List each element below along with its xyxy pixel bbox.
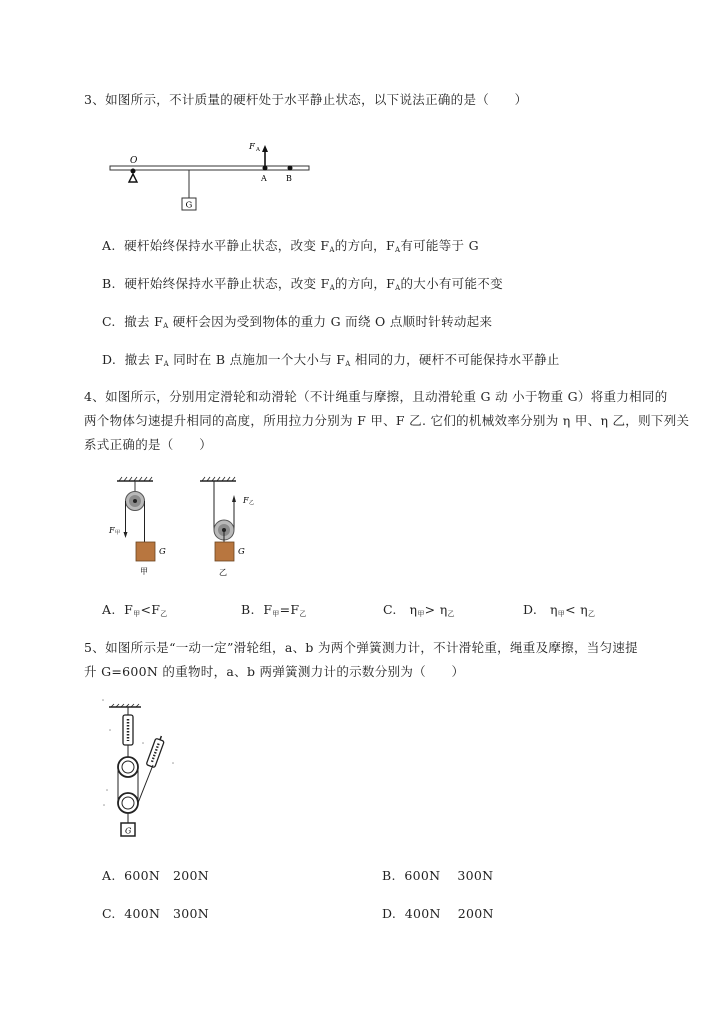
pulley-block-diagram bbox=[95, 695, 205, 845]
question-text: 如图所示，分别用定滑轮和动滑轮（不计绳重与摩擦，且动滑轮重 G 动 小于物重 G）将重力相同的 bbox=[105, 389, 668, 404]
subscript: 乙 bbox=[587, 610, 596, 618]
option-text: 撤去 F bbox=[124, 314, 164, 329]
option-text: =F bbox=[279, 602, 300, 617]
caption-jia: 甲 bbox=[140, 567, 148, 576]
question-4-option-a[interactable] bbox=[102, 602, 168, 622]
force-label-sub: A bbox=[256, 147, 260, 153]
force-label-yi: F bbox=[243, 496, 249, 505]
option-letter: C. bbox=[383, 602, 397, 617]
subscript: A bbox=[163, 360, 169, 368]
option-text: F bbox=[124, 602, 134, 617]
force-label-jia: F bbox=[109, 526, 115, 535]
question-3-option-a[interactable] bbox=[102, 238, 479, 258]
force-label-sub: 乙 bbox=[249, 500, 255, 506]
option-text: 600N 200N bbox=[124, 868, 209, 883]
option-letter: A. bbox=[102, 868, 116, 883]
option-text: 的方向，F bbox=[334, 276, 396, 291]
question-5-stem-line-2: 升 G=600N 的重物时，a、b 两弹簧测力计的示数分别为（ ） bbox=[84, 664, 465, 679]
option-text: 的方向，F bbox=[334, 238, 395, 253]
option-letter: B. bbox=[102, 276, 116, 291]
option-letter: B. bbox=[241, 602, 255, 617]
weight-label-g: G bbox=[125, 826, 132, 836]
subscript: A bbox=[329, 284, 335, 292]
option-text: F bbox=[263, 602, 273, 617]
question-5-option-d[interactable] bbox=[382, 906, 494, 922]
option-text: 400N 300N bbox=[124, 906, 210, 921]
point-a-label: A bbox=[261, 174, 267, 183]
option-text: η bbox=[409, 602, 418, 617]
option-text: > η bbox=[424, 602, 448, 617]
subscript: 乙 bbox=[447, 610, 455, 618]
question-4-option-c[interactable] bbox=[383, 602, 455, 622]
option-text: 硬杆会因为受到物体的重力 G 而绕 O 点顺时针转动起来 bbox=[168, 314, 493, 329]
subscript: 甲 bbox=[417, 610, 425, 618]
weight-label-g: G bbox=[185, 200, 193, 211]
option-text: 相同的力，硬杆不可能保持水平静止 bbox=[350, 352, 560, 367]
option-text: < η bbox=[565, 602, 588, 617]
question-text: 如图所示是“一动一定”滑轮组，a、b 为两个弹簧测力计，不计滑轮重，绳重及摩擦，当匀速提 bbox=[105, 640, 638, 655]
question-text: 如图所示，不计质量的硬杆处于水平静止状态，以下说法正确的是（ ） bbox=[105, 92, 528, 107]
question-3-option-c[interactable] bbox=[102, 314, 492, 334]
option-text: 400N 200N bbox=[404, 906, 494, 921]
question-3-stem bbox=[84, 92, 527, 108]
option-text: <F bbox=[140, 602, 161, 617]
option-text: η bbox=[549, 602, 558, 617]
option-text: 硬杆始终保持水平静止状态，改变 F bbox=[124, 238, 330, 253]
option-letter: D. bbox=[102, 352, 117, 367]
caption-yi: 乙 bbox=[219, 568, 227, 577]
question-5-stem-line-1 bbox=[84, 640, 638, 656]
lever-diagram bbox=[100, 130, 320, 215]
option-text: 撤去 F bbox=[124, 352, 164, 367]
weight-label-g-left: G bbox=[159, 547, 166, 557]
option-text: 同时在 B 点施加一个大小与 F bbox=[168, 352, 346, 367]
question-3-option-b[interactable] bbox=[102, 276, 503, 296]
option-letter: C. bbox=[102, 906, 116, 921]
question-4-stem-line-3: 系式正确的是（ ） bbox=[84, 437, 213, 452]
subscript: 乙 bbox=[299, 610, 307, 618]
point-b-label: B bbox=[286, 174, 292, 183]
force-label-sub: 甲 bbox=[115, 530, 121, 536]
subscript: A bbox=[394, 246, 401, 254]
option-text: 有可能等于 G bbox=[400, 238, 479, 253]
question-3-option-d[interactable] bbox=[102, 352, 560, 372]
question-4-option-b[interactable] bbox=[241, 602, 307, 622]
subscript: 乙 bbox=[160, 610, 168, 618]
option-letter: D. bbox=[382, 906, 397, 921]
option-letter: D. bbox=[523, 602, 538, 617]
option-letter: A. bbox=[102, 602, 116, 617]
question-number: 3、 bbox=[84, 92, 106, 107]
pivot-label-o: O bbox=[130, 156, 138, 166]
subscript: A bbox=[163, 322, 169, 330]
option-text: 的大小有可能不变 bbox=[400, 276, 503, 291]
force-label-fa: F bbox=[249, 142, 255, 152]
option-letter: B. bbox=[382, 868, 396, 883]
weight-label-g-right: G bbox=[238, 547, 245, 557]
question-5-option-b[interactable] bbox=[382, 868, 493, 884]
option-text: 600N 300N bbox=[404, 868, 494, 883]
subscript: A bbox=[329, 246, 335, 254]
subscript: A bbox=[345, 360, 351, 368]
option-text: 硬杆始终保持水平静止状态，改变 F bbox=[124, 276, 330, 291]
question-4-option-d[interactable] bbox=[523, 602, 595, 622]
question-5-option-c[interactable] bbox=[102, 906, 209, 922]
option-letter: A. bbox=[102, 238, 116, 253]
subscript: 甲 bbox=[557, 610, 566, 618]
subscript: 甲 bbox=[133, 610, 141, 618]
question-number: 5、 bbox=[84, 640, 106, 655]
question-5-option-a[interactable] bbox=[102, 868, 209, 884]
question-4-stem-line-1 bbox=[84, 389, 668, 405]
subscript: A bbox=[395, 284, 401, 292]
question-4-stem-line-2: 两个物体匀速提升相同的高度，所用拉力分别为 F 甲、F 乙. 它们的机械效率分别为 η 甲、η 乙，则下列关 bbox=[84, 413, 690, 428]
option-letter: C. bbox=[102, 314, 116, 329]
pulley-diagram bbox=[100, 470, 280, 585]
question-number: 4、 bbox=[84, 389, 106, 404]
subscript: 甲 bbox=[272, 610, 280, 618]
